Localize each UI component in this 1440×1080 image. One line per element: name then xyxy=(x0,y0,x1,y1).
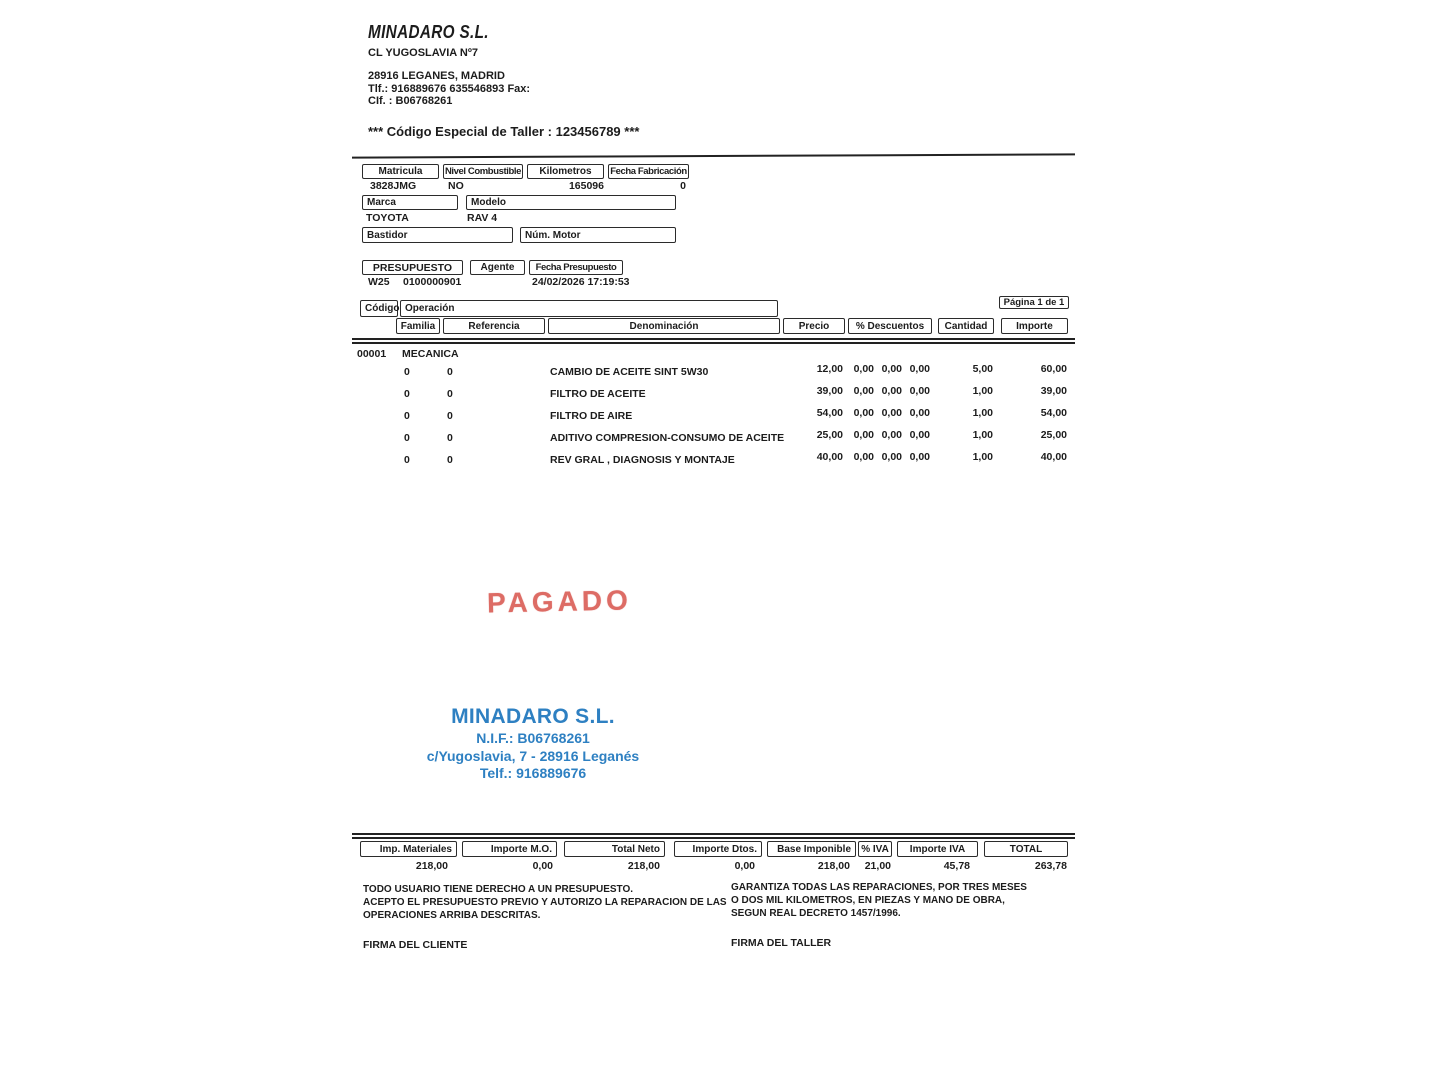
legal-text-left xyxy=(363,883,727,922)
divider-totals-bottom xyxy=(352,837,1075,839)
total-box-total-neto: Total Neto xyxy=(564,841,665,857)
col-box-operacion: Operación xyxy=(400,300,778,317)
col-box-codigo: Código xyxy=(360,300,398,317)
cell-descuento-3: 0,00 xyxy=(909,363,930,375)
table-row xyxy=(352,429,1070,448)
field-box-marca: Marca xyxy=(362,195,458,210)
total-box-importe-dtos: Importe Dtos. xyxy=(674,841,762,857)
cell-descuento-1: 0,00 xyxy=(853,429,874,441)
total-value-total: 263,78 xyxy=(1034,860,1067,872)
total-value-importe-mo: 0,00 xyxy=(532,860,553,872)
cell-familia: 0 xyxy=(404,410,410,422)
cell-referencia: 0 xyxy=(447,388,453,400)
company-cif-line: CIf. : B06768261 xyxy=(368,95,453,107)
total-box-importe-iva: Importe IVA xyxy=(897,841,978,857)
total-value-base-imponible: 218,00 xyxy=(817,860,850,872)
cell-denominacion: CAMBIO DE ACEITE SINT 5W30 xyxy=(550,366,709,378)
legal-right-line-1: GARANTIZA TODAS LAS REPARACIONES, POR TRES MESES xyxy=(731,882,1027,893)
company-stamp-name: MINADARO S.L. xyxy=(451,705,615,728)
legal-left-line-3: OPERACIONES ARRIBA DESCRITAS. xyxy=(363,910,541,921)
total-box-base-imponible: Base Imponible xyxy=(767,841,856,857)
cell-descuento-1: 0,00 xyxy=(853,451,874,463)
cell-importe: 39,00 xyxy=(1040,385,1067,397)
field-box-kilometros: Kilometros xyxy=(527,164,604,179)
col-box-denominacion: Denominación xyxy=(548,318,780,334)
cell-precio: 39,00 xyxy=(816,385,843,397)
cell-descuento-1: 0,00 xyxy=(853,407,874,419)
legal-right-line-2: O DOS MIL KILOMETROS, EN PIEZAS Y MANO DE OBRA, xyxy=(731,895,1005,906)
cell-descuento-2: 0,00 xyxy=(881,451,902,463)
cell-descuento-1: 0,00 xyxy=(853,385,874,397)
cell-denominacion: FILTRO DE ACEITE xyxy=(550,388,646,400)
legal-left-line-1: TODO USUARIO TIENE DERECHO A UN PRESUPUESTO. xyxy=(363,884,634,895)
field-box-matricula: Matricula xyxy=(362,164,439,179)
table-row xyxy=(352,385,1070,404)
col-box-referencia: Referencia xyxy=(443,318,545,334)
cell-cantidad: 1,00 xyxy=(972,429,993,441)
cell-denominacion: ADITIVO COMPRESION-CONSUMO DE ACEITE xyxy=(550,432,785,444)
company-stamp xyxy=(406,704,660,783)
cell-referencia: 0 xyxy=(447,432,453,444)
field-box-nivel-combustible: Nivel Combustible xyxy=(444,166,522,177)
cell-cantidad: 1,00 xyxy=(972,407,993,419)
field-value-matricula: 3828JMG xyxy=(370,180,417,192)
field-box-num-motor: Núm. Motor xyxy=(520,227,676,243)
page-indicator: Página 1 de 1 xyxy=(999,296,1069,309)
cell-familia: 0 xyxy=(404,432,410,444)
col-box-precio: Precio xyxy=(783,318,845,334)
cell-referencia: 0 xyxy=(447,454,453,466)
total-value-total-neto: 218,00 xyxy=(627,860,660,872)
divider-header-bottom xyxy=(352,342,1075,344)
cell-denominacion: REV GRAL , DIAGNOSIS Y MONTAJE xyxy=(550,454,735,466)
total-value-pct-iva: 21,00 xyxy=(864,860,891,872)
special-workshop-code: *** Código Especial de Taller : 123456789 *** xyxy=(368,124,640,139)
col-box-cantidad: Cantidad xyxy=(938,318,994,334)
cell-importe: 60,00 xyxy=(1040,363,1067,375)
group-code: 00001 xyxy=(357,348,387,360)
divider-top xyxy=(352,153,1075,158)
table-group-row xyxy=(352,348,1070,364)
cell-descuento-2: 0,00 xyxy=(881,363,902,375)
field-box-fecha-presupuesto: Fecha Presupuesto xyxy=(529,260,623,275)
total-value-imp-materiales: 218,00 xyxy=(415,860,448,872)
legal-text-right xyxy=(731,881,1027,920)
field-value-marca: TOYOTA xyxy=(366,212,409,224)
company-address-street: CL YUGOSLAVIA Nº7 xyxy=(368,47,478,59)
cell-importe: 40,00 xyxy=(1040,451,1067,463)
table-row xyxy=(352,363,1070,382)
cell-descuento-3: 0,00 xyxy=(909,429,930,441)
cell-precio: 25,00 xyxy=(816,429,843,441)
field-box-agente: Agente xyxy=(470,260,525,275)
cell-cantidad: 5,00 xyxy=(972,363,993,375)
cell-importe: 54,00 xyxy=(1040,407,1067,419)
table-row xyxy=(352,407,1070,426)
budget-numero: 0100000901 xyxy=(403,276,462,288)
divider-totals-top xyxy=(352,833,1075,835)
total-box-importe-mo: Importe M.O. xyxy=(462,841,557,857)
cell-descuento-3: 0,00 xyxy=(909,385,930,397)
cell-familia: 0 xyxy=(404,388,410,400)
cell-importe: 25,00 xyxy=(1040,429,1067,441)
budget-serie: W25 xyxy=(368,276,390,288)
cell-cantidad: 1,00 xyxy=(972,385,993,397)
total-box-imp-materiales: Imp. Materiales xyxy=(360,841,457,857)
cell-referencia: 0 xyxy=(447,410,453,422)
company-stamp-nif: N.I.F.: B06768261 xyxy=(476,730,590,746)
cell-descuento-3: 0,00 xyxy=(909,407,930,419)
paid-stamp: PAGADO xyxy=(486,584,633,619)
field-value-kilometros: 165096 xyxy=(568,180,604,192)
col-box-descuentos: % Descuentos xyxy=(848,318,932,334)
field-box-fecha-fabricacion: Fecha Fabricación xyxy=(608,164,689,179)
cell-descuento-3: 0,00 xyxy=(909,451,930,463)
col-box-familia: Familia xyxy=(396,318,440,334)
group-name: MECANICA xyxy=(402,348,459,360)
field-value-nivel-combustible: NO xyxy=(448,180,464,192)
total-box-pct-iva: % IVA xyxy=(858,841,892,857)
cell-cantidad: 1,00 xyxy=(972,451,993,463)
cell-precio: 40,00 xyxy=(816,451,843,463)
col-box-importe: Importe xyxy=(1001,318,1068,334)
legal-left-line-2: ACEPTO EL PRESUPUESTO PREVIO Y AUTORIZO LA REPARACION DE LAS xyxy=(363,897,727,908)
field-box-bastidor: Bastidor xyxy=(362,227,513,243)
cell-referencia: 0 xyxy=(447,366,453,378)
cell-familia: 0 xyxy=(404,454,410,466)
total-value-importe-iva: 45,78 xyxy=(943,860,970,872)
table-row xyxy=(352,451,1070,470)
cell-precio: 12,00 xyxy=(816,363,843,375)
field-value-fecha-fabricacion: 0 xyxy=(680,180,686,192)
cell-descuento-1: 0,00 xyxy=(853,363,874,375)
firma-cliente-label: FIRMA DEL CLIENTE xyxy=(363,939,468,951)
company-stamp-address: c/Yugoslavia, 7 - 28916 Leganés xyxy=(426,747,640,764)
cell-descuento-2: 0,00 xyxy=(881,385,902,397)
cell-denominacion: FILTRO DE AIRE xyxy=(550,410,633,422)
company-name: MINADARO S.L. xyxy=(368,22,489,42)
field-value-modelo: RAV 4 xyxy=(467,212,498,224)
cell-familia: 0 xyxy=(404,366,410,378)
total-value-importe-dtos: 0,00 xyxy=(734,860,755,872)
field-box-presupuesto: PRESUPUESTO xyxy=(362,260,463,275)
company-phone-line: Tlf.: 916889676 635546893 Fax: xyxy=(368,83,531,95)
divider-header-top xyxy=(352,338,1075,340)
company-stamp-phone: Telf.: 916889676 xyxy=(479,765,587,781)
cell-descuento-2: 0,00 xyxy=(881,407,902,419)
budget-fecha: 24/02/2026 17:19:53 xyxy=(532,276,630,288)
firma-taller-label: FIRMA DEL TALLER xyxy=(731,937,832,949)
legal-right-line-3: SEGUN REAL DECRETO 1457/1996. xyxy=(731,908,901,919)
cell-descuento-2: 0,00 xyxy=(881,429,902,441)
field-box-modelo: Modelo xyxy=(466,195,676,210)
company-address-city: 28916 LEGANES, MADRID xyxy=(368,70,505,82)
cell-precio: 54,00 xyxy=(816,407,843,419)
total-box-total: TOTAL xyxy=(984,841,1068,857)
